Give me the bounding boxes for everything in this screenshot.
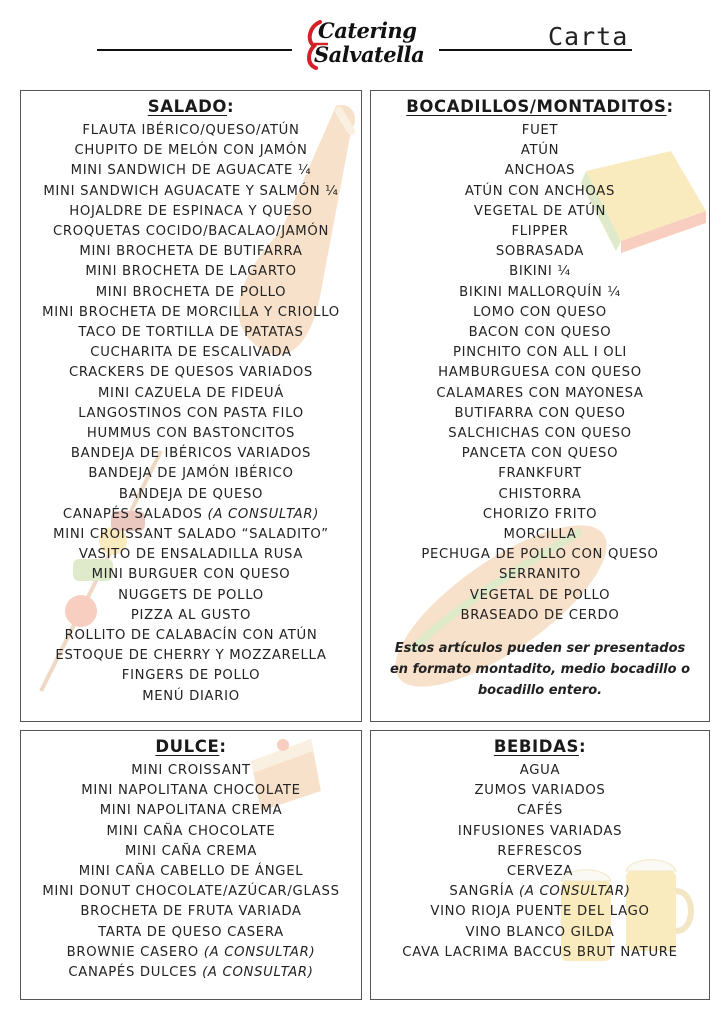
menu-item	[21, 646, 361, 666]
menu-item	[21, 121, 361, 141]
menu-item-text: MINI BURGUER CON QUESO	[91, 567, 291, 583]
menu-item-text: CAVA LACRIMA BACCUS BRUT NATURE	[402, 944, 678, 960]
menu-item	[371, 384, 709, 404]
menu-item	[21, 161, 361, 181]
menu-item	[21, 262, 361, 282]
section-title-bebidas: BEBIDAS:	[493, 737, 587, 756]
menu-item-text: FRANKFURT	[498, 466, 582, 482]
menu-item	[371, 565, 709, 585]
menu-item-note: (A CONSULTAR)	[203, 944, 316, 960]
menu-item-text: MORCILLA	[503, 527, 577, 543]
menu-item	[21, 464, 361, 484]
menu-item-text: ANCHOAS	[504, 163, 576, 179]
menu-item-text: CAFÉS	[516, 803, 564, 819]
menu-item	[21, 781, 361, 801]
menu-item-text: FINGERS DE POLLO	[121, 668, 261, 684]
menu-item	[21, 862, 361, 882]
menu-item-text: HUMMUS CON BASTONCITOS	[86, 426, 296, 442]
logo-text-catering: Catering	[318, 18, 417, 43]
menu-item	[371, 141, 709, 161]
menu-item	[21, 545, 361, 565]
menu-item	[21, 141, 361, 161]
menu-item-text: MINI SANDWICH DE AGUACATE ¼	[70, 163, 312, 179]
section-title-dulce: DULCE:	[155, 737, 227, 756]
menu-item-text: FLIPPER	[511, 224, 569, 240]
menu-item-text: MINI BROCHETA DE LAGARTO	[85, 264, 297, 280]
menu-item-text: MENÚ DIARIO	[142, 688, 240, 704]
menu-item-text: FUET	[521, 123, 559, 138]
menu-item-text: MINI BROCHETA DE POLLO	[95, 284, 287, 300]
menu-item	[21, 687, 361, 707]
menu-item-text: TARTA DE QUESO CASERA	[98, 924, 284, 940]
menu-item-text: SALCHICHAS CON QUESO	[448, 426, 632, 442]
menu-item-text: MINI SANDWICH AGUACATE Y SALMÓN ¼	[43, 183, 339, 199]
menu-item	[371, 761, 709, 781]
menu-item-text: NUGGETS DE POLLO	[118, 587, 264, 603]
menu-item-text: BANDEJA DE QUESO	[118, 486, 264, 502]
menu-item	[371, 262, 709, 282]
menu-item	[371, 404, 709, 424]
menu-item-text: BANDEJA DE JAMÓN IBÉRICO	[88, 466, 294, 482]
menu-item	[21, 923, 361, 943]
menu-item	[371, 781, 709, 801]
menu-item-text: ATÚN CON ANCHOAS	[464, 183, 616, 199]
menu-item	[21, 565, 361, 585]
header-divider-left	[97, 49, 292, 51]
menu-item-text: MINI DONUT CHOCOLATE/AZÚCAR/GLASS	[42, 884, 340, 900]
menu-item	[371, 923, 709, 943]
menu-item	[371, 842, 709, 862]
menu-item-text: CUCHARITA DE ESCALIVADA	[90, 345, 292, 361]
menu-item	[371, 485, 709, 505]
menu-item-text: VASITO DE ENSALADILLA RUSA	[78, 547, 304, 563]
menu-item	[21, 586, 361, 606]
menu-item	[371, 943, 709, 963]
menu-item	[371, 882, 709, 902]
menu-item	[21, 902, 361, 922]
menu-item	[21, 842, 361, 862]
section-salado	[20, 90, 362, 722]
menu-item	[21, 222, 361, 242]
menu-item-text: AGUA	[519, 763, 561, 778]
menu-item-text: INFUSIONES VARIADAS	[457, 823, 623, 839]
menu-item	[21, 485, 361, 505]
menu-item-text: CHORIZO FRITO	[482, 506, 598, 522]
menu-item-text: VEGETAL DE POLLO	[469, 587, 611, 603]
menu-item	[21, 761, 361, 781]
menu-item-text: MINI CAZUELA DE FIDEUÁ	[97, 385, 285, 401]
menu-item-text: CERVEZA	[506, 864, 574, 880]
logo-text-salvatella: Salvatella	[314, 42, 425, 67]
menu-item	[371, 323, 709, 343]
menu-item	[371, 283, 709, 303]
menu-item-note: (A CONSULTAR)	[207, 506, 320, 522]
menu-item	[21, 822, 361, 842]
menu-item-text: SANGRÍA	[449, 884, 520, 900]
menu-item-text: VINO RIOJA PUENTE DEL LAGO	[430, 904, 650, 920]
menu-item-text: MINI CROISSANT SALADO “SALADITO”	[53, 527, 329, 543]
bocadillos-note: Estos artículos pueden ser presentados en formato montadito, medio bocadillo o bocadillo entero.	[389, 641, 691, 699]
menu-item	[371, 606, 709, 626]
menu-item	[21, 963, 361, 983]
menu-item	[21, 424, 361, 444]
menu-item	[371, 303, 709, 323]
menu-item-text: CROQUETAS COCIDO/BACALAO/JAMÓN	[52, 224, 330, 240]
section-title-bocadillos: BOCADILLOS/MONTADITOS:	[406, 97, 674, 116]
logo	[300, 14, 430, 74]
menu-item-note: (A CONSULTAR)	[519, 884, 631, 900]
menu-item	[371, 182, 709, 202]
menu-item-text: HAMBURGUESA CON QUESO	[438, 365, 642, 381]
menu-item	[21, 801, 361, 821]
menu-item-text: ESTOQUE DE CHERRY Y MOZZARELLA	[55, 648, 327, 664]
menu-item-text: MINI NAPOLITANA CHOCOLATE	[81, 783, 301, 799]
menu-item	[21, 283, 361, 303]
menu-item	[21, 202, 361, 222]
menu-item-text: MINI CAÑA CHOCOLATE	[106, 823, 276, 839]
menu-item-note: (A CONSULTAR)	[202, 965, 314, 981]
menu-item	[21, 323, 361, 343]
menu-item	[371, 444, 709, 464]
dulce-list	[21, 761, 361, 983]
menu-item-text: MINI CAÑA CREMA	[124, 843, 258, 859]
menu-item	[371, 363, 709, 383]
menu-item	[371, 464, 709, 484]
menu-item	[371, 222, 709, 242]
menu-item	[21, 882, 361, 902]
menu-item-text: BACON CON QUESO	[468, 325, 612, 341]
menu-item	[21, 525, 361, 545]
page-title: Carta	[548, 22, 629, 51]
menu-item-text: PANCETA CON QUESO	[461, 446, 619, 462]
bocadillos-list	[371, 121, 709, 626]
menu-item-text: BIKINI ¼	[509, 264, 571, 280]
menu-item-text: LOMO CON QUESO	[473, 304, 607, 320]
menu-item	[371, 586, 709, 606]
section-dulce	[20, 730, 362, 1000]
section-bebidas	[370, 730, 710, 1000]
menu-item	[371, 545, 709, 565]
salado-list	[21, 121, 361, 707]
menu-item	[371, 161, 709, 181]
menu-item-text: MINI BROCHETA DE MORCILLA Y CRIOLLO	[42, 304, 340, 320]
menu-item-text: TACO DE TORTILLA DE PATATAS	[78, 325, 304, 341]
menu-item-text: MINI CAÑA CABELLO DE ÁNGEL	[78, 864, 304, 880]
menu-item-text: MINI NAPOLITANA CREMA	[99, 803, 283, 819]
menu-item	[21, 343, 361, 363]
menu-item-text: MINI CROISSANT	[131, 763, 251, 778]
menu-item-text: CANAPÉS SALADOS	[62, 506, 208, 522]
menu-item-text: BUTIFARRA CON QUESO	[454, 405, 626, 421]
menu-item	[371, 801, 709, 821]
menu-item-text: BROCHETA DE FRUTA VARIADA	[80, 904, 302, 920]
menu-item	[21, 303, 361, 323]
menu-item-text: PIZZA AL GUSTO	[130, 607, 252, 623]
menu-item-text: FLAUTA IBÉRICO/QUESO/ATÚN	[82, 123, 300, 138]
menu-item-text: CHISTORRA	[498, 486, 582, 502]
menu-item-text: SOBRASADA	[495, 244, 585, 260]
menu-item	[21, 626, 361, 646]
menu-item-text: REFRESCOS	[497, 843, 583, 859]
section-bocadillos	[370, 90, 710, 722]
menu-item	[371, 424, 709, 444]
menu-item	[21, 242, 361, 262]
menu-item	[21, 606, 361, 626]
menu-item-text: BROWNIE CASERO	[66, 944, 204, 960]
menu-item-text: LANGOSTINOS CON PASTA FILO	[78, 405, 304, 421]
menu-item	[371, 902, 709, 922]
menu-item	[21, 404, 361, 424]
menu-item	[371, 242, 709, 262]
menu-item-text: CALAMARES CON MAYONESA	[436, 385, 644, 401]
menu-item	[371, 121, 709, 141]
menu-item-text: VINO BLANCO GILDA	[465, 924, 615, 940]
section-title-salado: SALADO:	[147, 97, 235, 116]
menu-item	[21, 505, 361, 525]
menu-item	[21, 666, 361, 686]
menu-item	[21, 363, 361, 383]
menu-item	[371, 505, 709, 525]
menu-item-text: ROLLITO DE CALABACÍN CON ATÚN	[64, 628, 318, 644]
menu-item	[371, 202, 709, 222]
bebidas-list	[371, 761, 709, 963]
menu-item	[371, 862, 709, 882]
menu-item-text: CRACKERS DE QUESOS VARIADOS	[69, 365, 313, 381]
menu-item-text: HOJALDRE DE ESPINACA Y QUESO	[69, 203, 313, 219]
menu-item-text: BRASEADO DE CERDO	[460, 607, 620, 623]
menu-item	[21, 444, 361, 464]
menu-item-text: VEGETAL DE ATÚN	[473, 203, 607, 219]
menu-item-text: CHUPITO DE MELÓN CON JAMÓN	[74, 143, 308, 159]
menu-item	[21, 384, 361, 404]
menu-item-text: PECHUGA DE POLLO CON QUESO	[421, 547, 659, 563]
menu-item-text: BANDEJA DE IBÉRICOS VARIADOS	[70, 446, 312, 462]
menu-item	[21, 182, 361, 202]
menu-item	[371, 525, 709, 545]
menu-item	[371, 822, 709, 842]
menu-item-text: ZUMOS VARIADOS	[474, 783, 606, 799]
menu-item	[21, 943, 361, 963]
menu-item-text: BIKINI MALLORQUÍN ¼	[459, 284, 621, 300]
menu-item-text: ATÚN	[520, 143, 560, 159]
menu-item-text: MINI BROCHETA DE BUTIFARRA	[79, 244, 303, 260]
menu-item-text: SERRANITO	[498, 567, 581, 583]
menu-item-text: CANAPÉS DULCES	[68, 965, 203, 981]
header	[0, 0, 728, 88]
menu-item-text: PINCHITO CON ALL I OLI	[453, 345, 627, 361]
menu-item	[371, 343, 709, 363]
